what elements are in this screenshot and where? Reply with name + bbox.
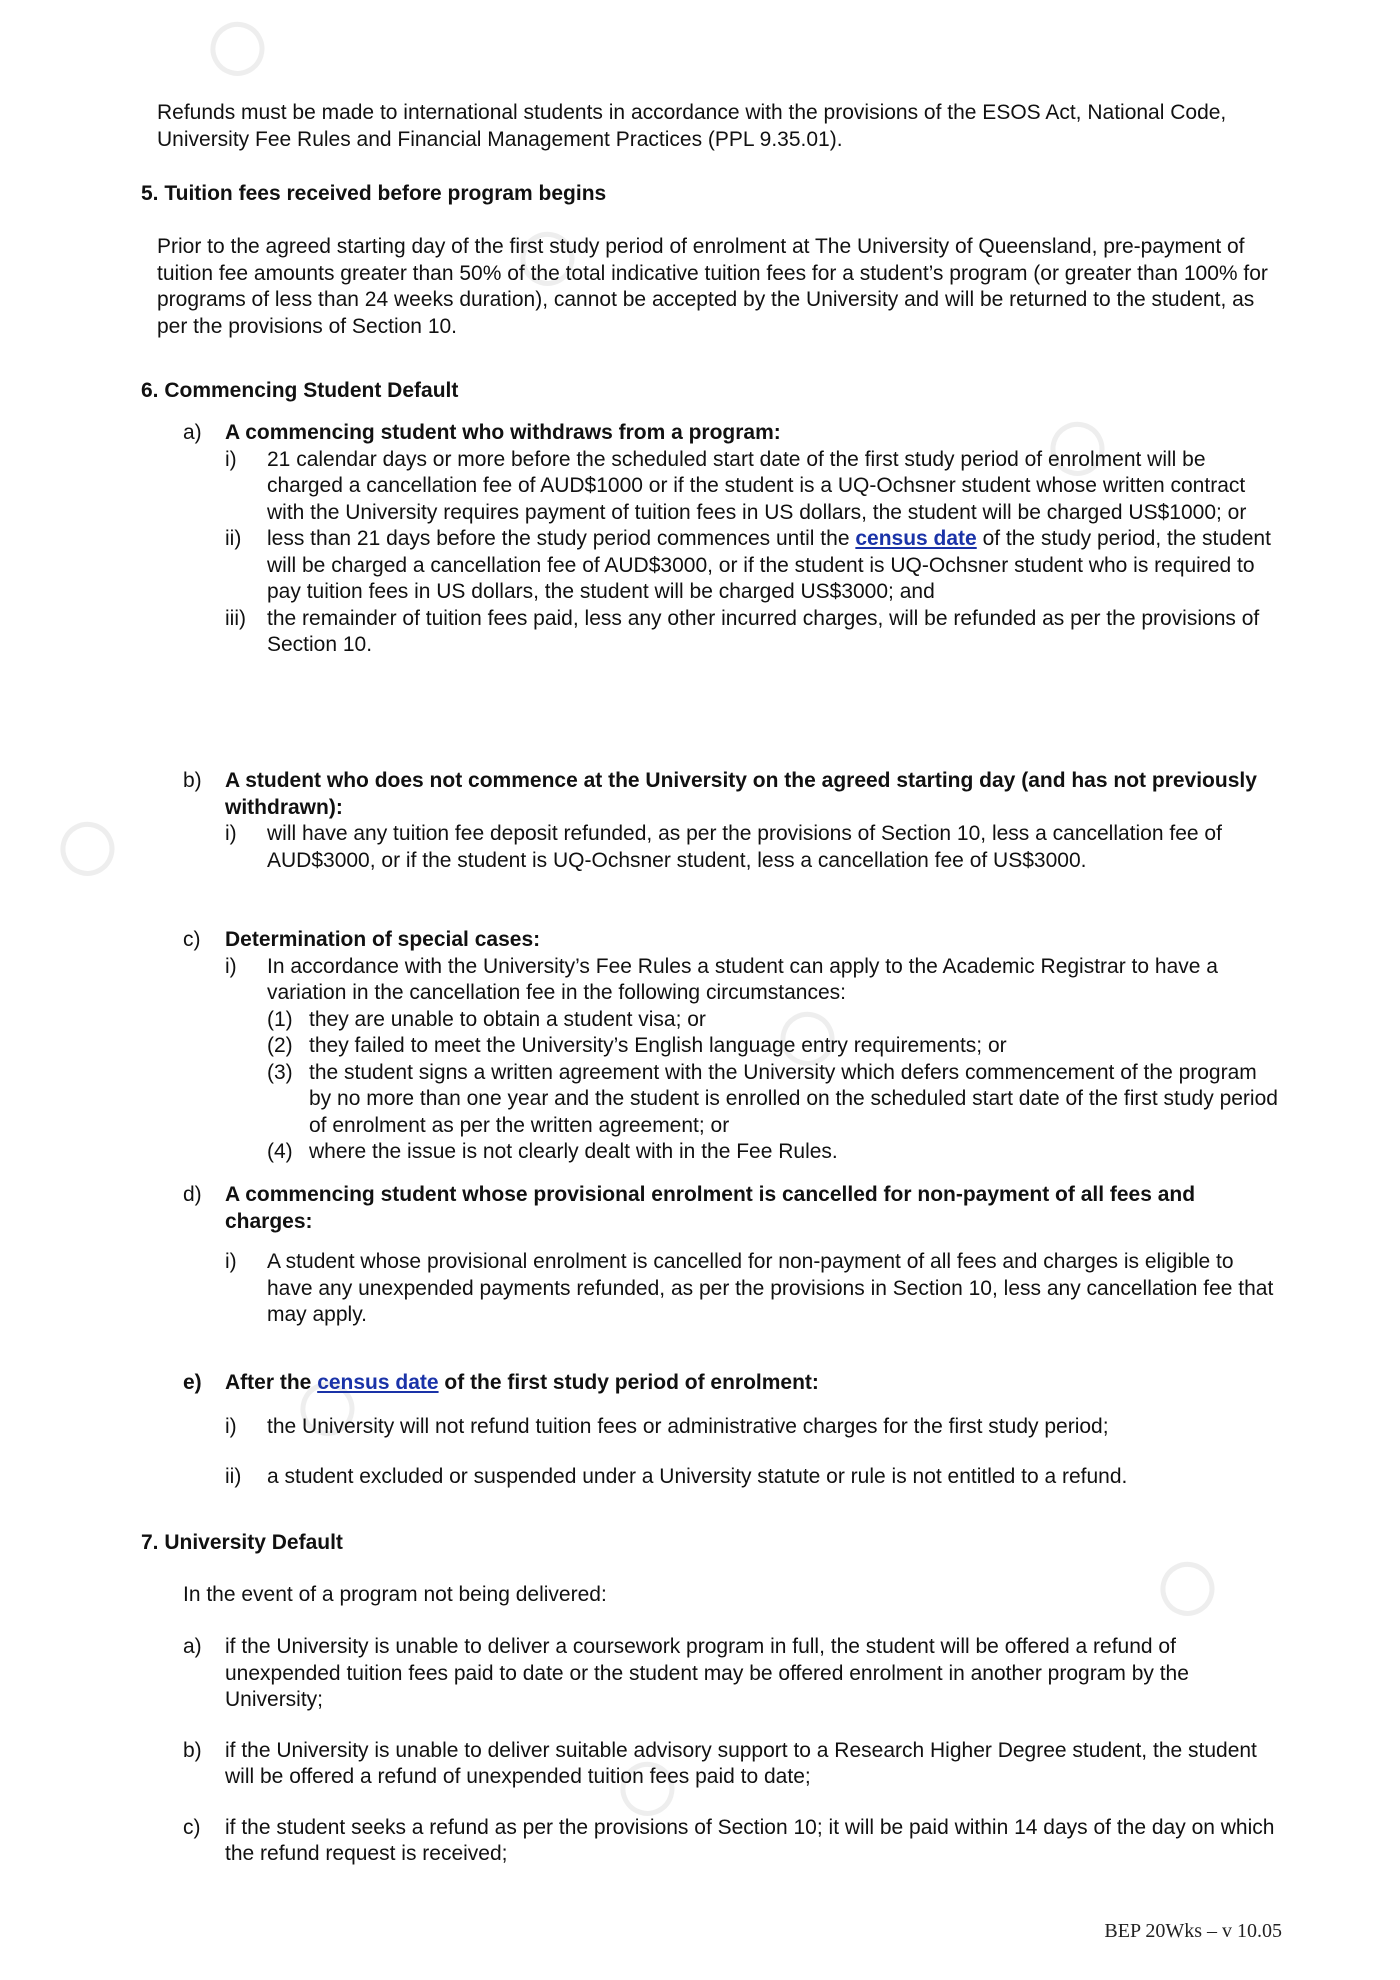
list-item [225, 447, 1283, 527]
sub-list-item [267, 1033, 1283, 1060]
watermark-logo-icon [1151, 1549, 1231, 1626]
section-7-heading: 7. University Default [141, 1531, 343, 1554]
list-item [183, 1738, 1283, 1791]
list-item [225, 1414, 1283, 1441]
list-item-text: they are unable to obtain a student visa; or [309, 1007, 706, 1031]
sub-list-item [267, 1139, 1283, 1166]
section-6e [183, 1370, 1283, 1491]
list-marker: (3) [267, 1060, 293, 1084]
list-marker: c) [183, 928, 201, 951]
list-marker: i) [225, 1414, 237, 1438]
watermark-logo-icon [201, 9, 281, 86]
list-marker: c) [183, 1815, 201, 1839]
list-marker: i) [225, 954, 237, 978]
list-marker: ii) [225, 1465, 242, 1488]
list-marker: ii) [225, 527, 242, 550]
list-item-text: A student whose provisional enrolment is cancelled for non-payment of all fees and charges is eligible to have any unexpended payments refunded, as per the provisions in Section 10, less any cancellation fee that may apply. [267, 1250, 1274, 1326]
section-7-list [183, 1634, 1283, 1868]
list-marker: d) [183, 1183, 202, 1206]
list-item-text: a student excluded or suspended under a University statute or rule is not entitled to a refund. [267, 1465, 1128, 1488]
section-6d-heading: A commencing student whose provisional enrolment is cancelled for non-payment of all fees and charges: [225, 1183, 1196, 1233]
section-6a [183, 420, 1283, 659]
heading-text: of the first study period of enrolment: [438, 1371, 819, 1394]
section-6d [183, 1182, 1283, 1329]
page-footer: BEP 20Wks – v 10.05 [1104, 1920, 1282, 1942]
section-5-heading: 5. Tuition fees received before program begins [141, 182, 607, 205]
list-marker: b) [183, 1738, 202, 1762]
list-marker: e) [183, 1371, 202, 1394]
list-item [225, 821, 1283, 874]
section-6a-heading: A commencing student who withdraws from a program: [225, 421, 781, 444]
list-item [183, 1634, 1283, 1714]
list-marker: (2) [267, 1034, 293, 1057]
section-6b-heading: A student who does not commence at the University on the agreed starting day (and has not previously withdrawn): [225, 769, 1257, 819]
section-7-intro: In the event of a program not being delivered: [183, 1583, 607, 1606]
list-item [225, 526, 1283, 606]
section-6e-heading [225, 1370, 1283, 1397]
list-item-text: where the issue is not clearly dealt with in the Fee Rules. [309, 1140, 838, 1163]
list-item-text: less than 21 days before the study period commences until the [267, 527, 856, 550]
section-6c [183, 927, 1283, 1166]
list-item [225, 1464, 1283, 1491]
list-marker: i) [225, 447, 237, 471]
list-item [225, 954, 1283, 1166]
watermark-logo-icon [51, 809, 131, 886]
list-marker: i) [225, 1250, 237, 1273]
section-6b [183, 768, 1283, 874]
intro-paragraph: Refunds must be made to international students in accordance with the provisions of the ESOS Act, National Code, University Fee Rules and Financial Management Practices (PPL 9.35.01). [157, 101, 1227, 151]
list-item-text: if the University is unable to deliver a coursework program in full, the student will be offered a refund of unexpended tuition fees paid to date or the student may be offered enrolment in another program by the University; [225, 1635, 1189, 1711]
heading-text: After the [225, 1371, 318, 1394]
census-date-link[interactable]: census date [855, 527, 977, 550]
list-item-text: the University will not refund tuition fees or administrative charges for the first study period; [267, 1414, 1109, 1438]
census-date-link[interactable]: census date [317, 1371, 439, 1394]
list-marker: b) [183, 769, 202, 792]
list-marker: a) [183, 421, 202, 444]
sub-list-item [267, 1060, 1283, 1140]
list-item-text: of the study period, the student will be charged a cancellation fee of AUD$3000, or if the student is UQ-Ochsner student who is required to pay tuition fees in US dollars, the student will be charged US$3000; and [267, 527, 1271, 603]
list-marker: a) [183, 1635, 202, 1658]
list-item-text: In accordance with the University’s Fee Rules a student can apply to the Academic Registrar to have a variation in the cancellation fee in the following circumstances: [267, 954, 1218, 1004]
list-marker: iii) [225, 606, 246, 630]
list-marker: (1) [267, 1007, 293, 1031]
list-item-text: 21 calendar days or more before the scheduled start date of the first study period of enrolment will be charged a cancellation fee of AUD$1000 or if the student is a UQ-Ochsner student whose written contract with the University requires payment of tuition fees in US dollars, the student will be charged US$1000; or [267, 447, 1247, 524]
list-item [183, 1815, 1283, 1868]
sub-list-item [267, 1007, 1283, 1034]
list-item-text: the remainder of tuition fees paid, less any other incurred charges, will be refunded as per the provisions of Section 10. [267, 606, 1260, 656]
list-item-text: if the University is unable to deliver suitable advisory support to a Research Higher Degree student, the student will be offered a refund of unexpended tuition fees paid to date; [225, 1738, 1257, 1788]
section-5-paragraph: Prior to the agreed starting day of the first study period of enrolment at The University of Queensland, pre-payment of tuition fee amounts greater than 50% of the total indicative tuition fees for a student’s program (or greater than 100% for programs of less than 24 weeks duration), cannot be accepted by the University and will be returned to the student, as per the provisions of Section 10. [157, 235, 1268, 338]
list-marker: (4) [267, 1140, 293, 1163]
list-item [225, 1249, 1283, 1329]
list-item-text: will have any tuition fee deposit refunded, as per the provisions of Section 10, less a cancellation fee of AUD$3000, or if the student is UQ-Ochsner student, less a cancellation fee of US$3000. [267, 822, 1222, 872]
list-item-text: if the student seeks a refund as per the provisions of Section 10; it will be paid within 14 days of the day on which the refund request is received; [225, 1815, 1275, 1865]
list-item [225, 606, 1283, 659]
list-item-text: they failed to meet the University’s English language entry requirements; or [309, 1034, 1007, 1057]
list-marker: i) [225, 822, 237, 845]
section-6-heading: 6. Commencing Student Default [141, 379, 459, 402]
list-item-text: the student signs a written agreement with the University which defers commencement of the program by no more than one year and the student is enrolled on the scheduled start date of the first study period of enrolment as per the written agreement; or [309, 1060, 1278, 1137]
section-6c-heading: Determination of special cases: [225, 928, 541, 951]
